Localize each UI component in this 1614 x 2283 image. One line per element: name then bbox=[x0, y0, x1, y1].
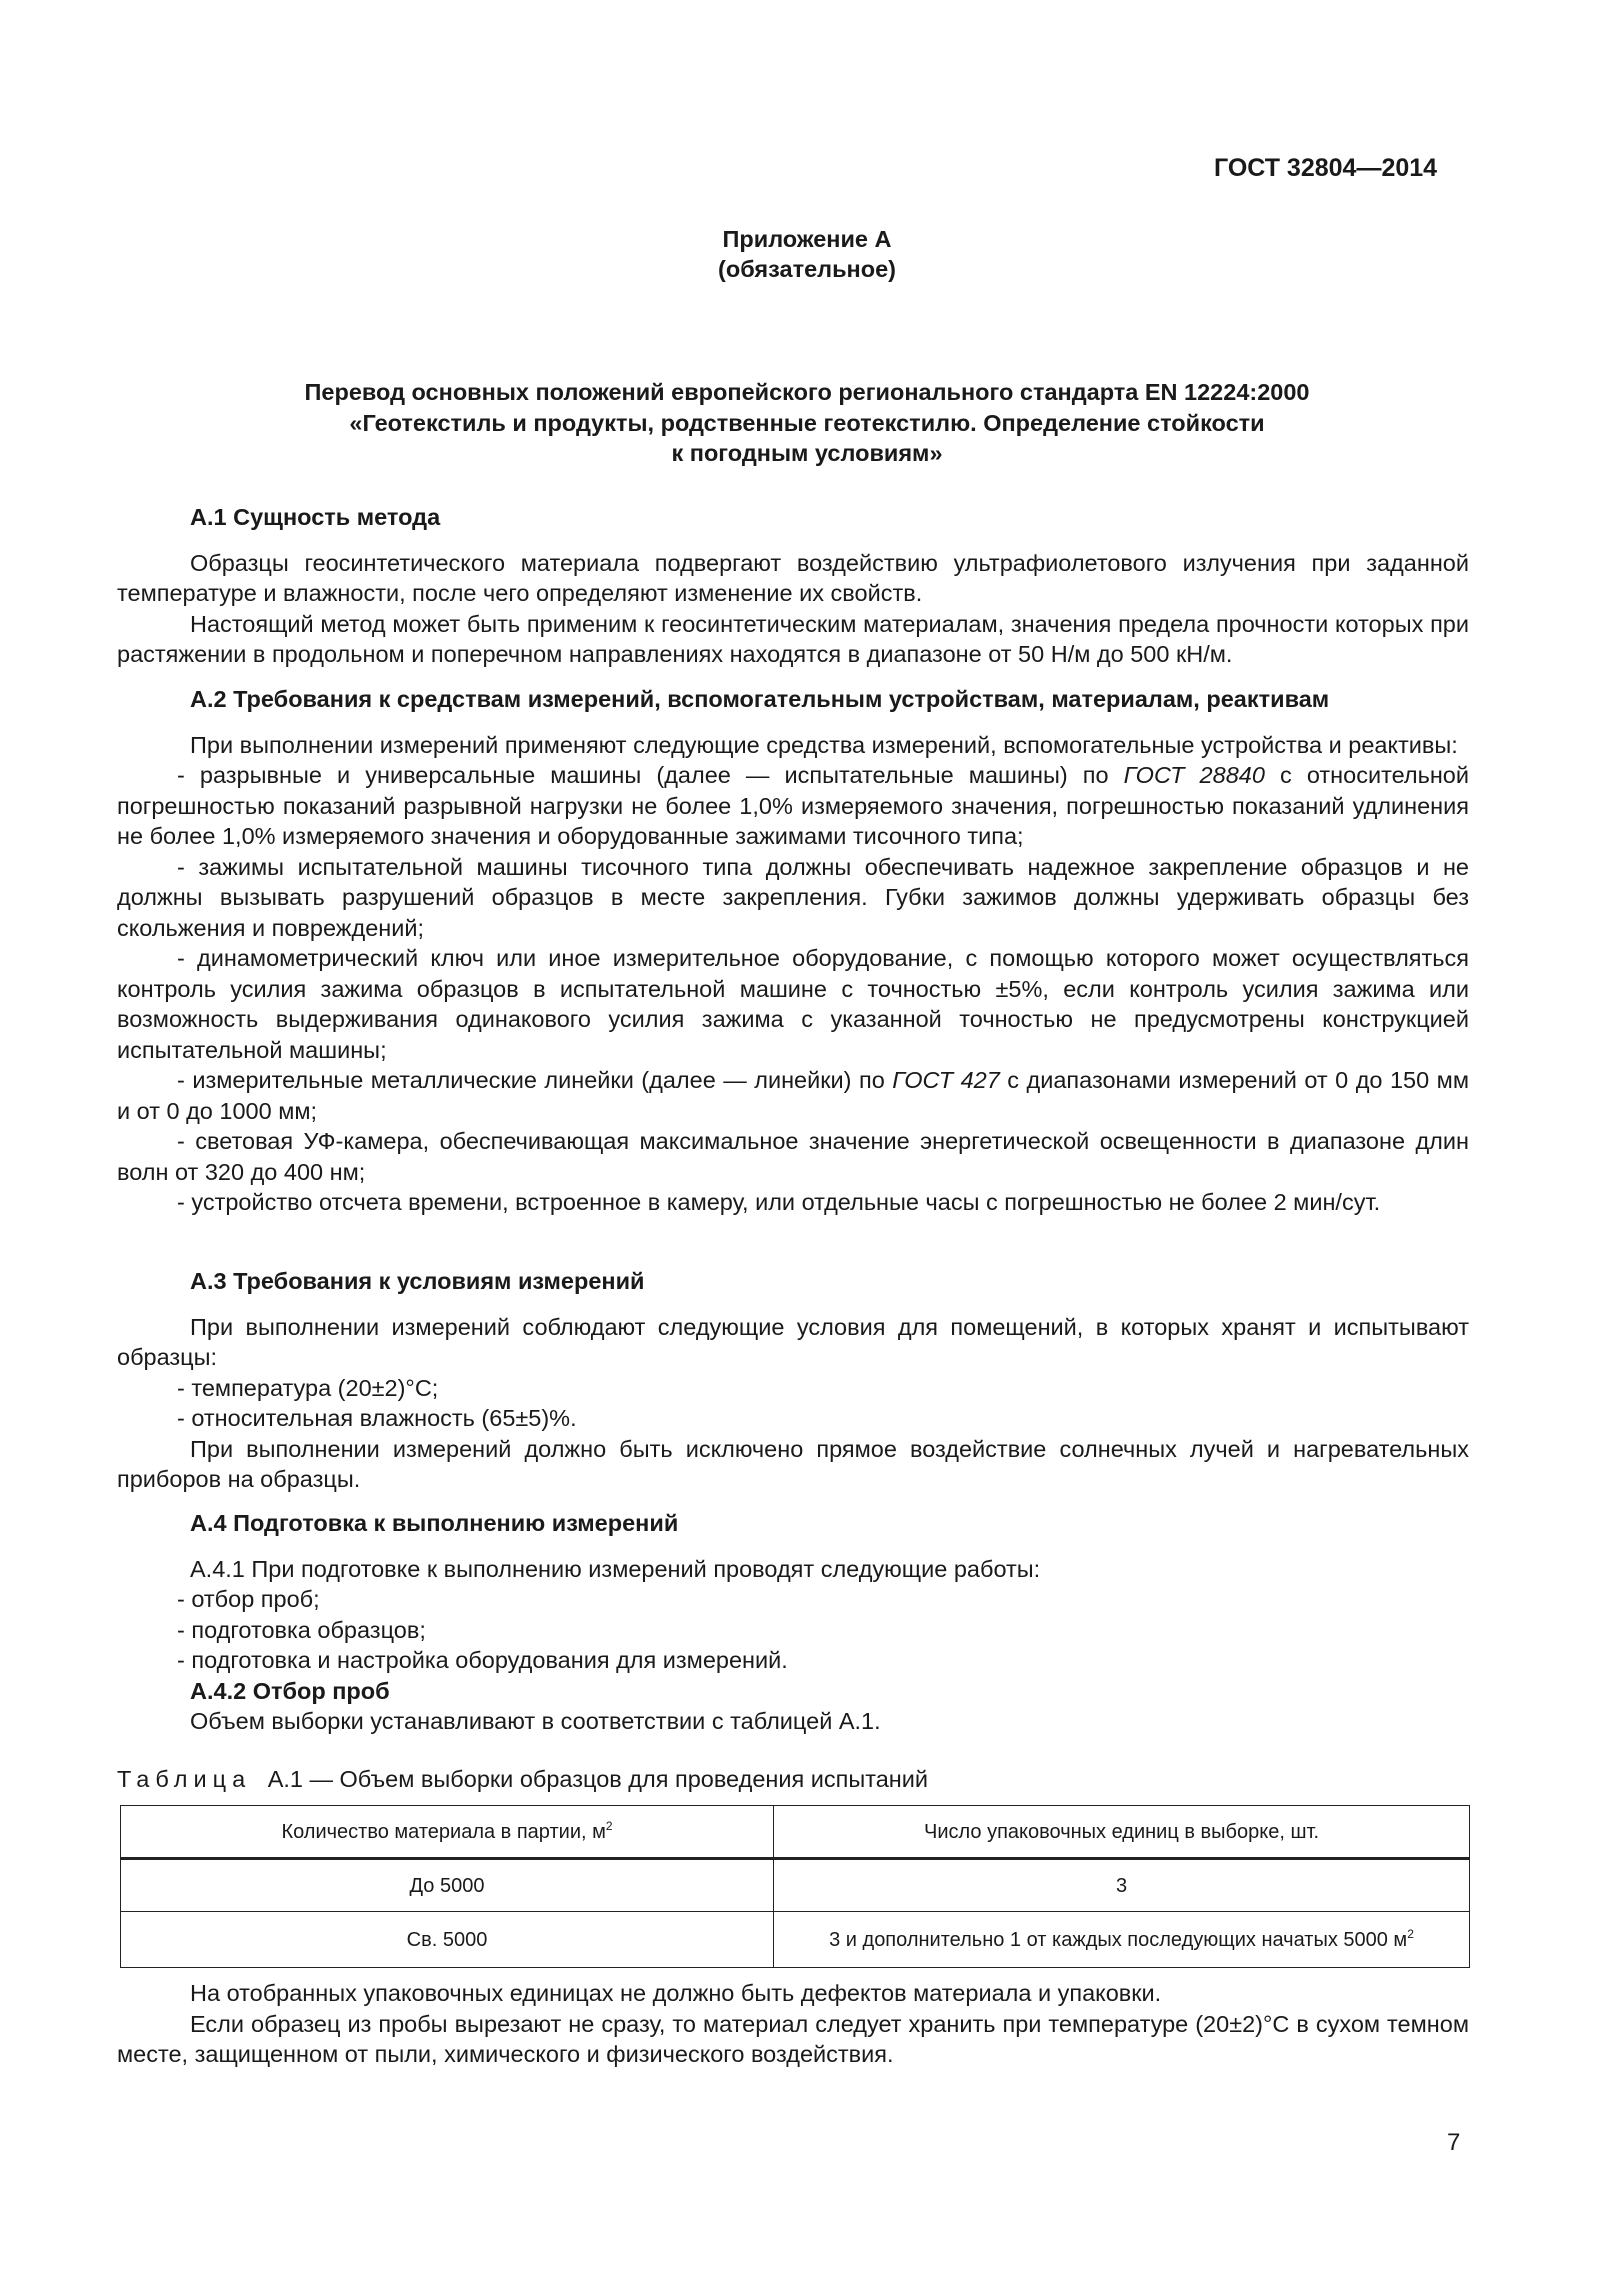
section-a2-item-1-text-b: с относительной погрешностью показаний разрывной нагрузки не более 1,0% измеряемого значения, погрешностью показаний удлинения не более 1,0% измеряемого значения и оборудованные зажимами тисочного типа; bbox=[117, 762, 1469, 849]
doc-title-line-2: «Геотекстиль и продукты, родственные геотекстилю. Определение стойкости bbox=[349, 410, 1265, 436]
after-table-paragraph-2: Если образец из пробы вырезают не сразу, то материал следует хранить при температуре (20±2)°С в сухом темном месте, защищенном от пыли, химического и физического воздействия. bbox=[117, 2010, 1469, 2067]
table-cell-text: 3 и дополнительно 1 от каждых последующих начатых 5000 м bbox=[829, 1928, 1408, 1951]
section-a4 bbox=[117, 1508, 1469, 1737]
section-a2-item-4-text-a: - измерительные металлические линейки (далее — линейки) по bbox=[177, 1067, 893, 1093]
section-a2 bbox=[117, 684, 1469, 1218]
section-a2-item-4-text-b: с диапазонами измерений от 0 до 150 мм и от 0 до 1000 мм; bbox=[117, 1067, 1469, 1124]
gost-28840-reference: ГОСТ 28840 bbox=[1123, 762, 1265, 788]
section-a4-paragraph-1: А.4.1 При подготовке к выполнению измерений проводят следующие работы: bbox=[190, 1555, 1041, 1582]
doc-title-line-3: к погодным условиям» bbox=[671, 440, 943, 466]
section-a1-paragraph-1: Образцы геосинтетического материала подвергают воздействию ультрафиолетового излучения при заданной температуре и влажности, после чего определяют изменение их свойств. bbox=[117, 549, 1469, 606]
after-table-paragraph-1: На отобранных упаковочных единицах не должно быть дефектов материала и упаковки. bbox=[190, 1980, 1162, 2006]
section-a2-intro: При выполнении измерений применяют следующие средства измерений, вспомогательные устройства и реактивы: bbox=[190, 731, 1458, 758]
table-label: Таблица bbox=[117, 1766, 252, 1792]
section-a3-paragraph-2: При выполнении измерений должно быть исключено прямое воздействие солнечных лучей и нагревательных приборов на образцы. bbox=[117, 1435, 1469, 1492]
section-a2-item-5: - световая УФ-камера, обеспечивающая максимальное значение энергетической освещенности в диапазоне длин волн от 320 до 400 нм; bbox=[117, 1128, 1469, 1185]
table-cell: 3 bbox=[774, 1859, 1470, 1912]
section-a4-paragraph-2: Объем выборки устанавливают в соответствии с таблицей А.1. bbox=[190, 1708, 881, 1734]
section-a3-heading: А.3 Требования к условиям измерений bbox=[190, 1268, 645, 1294]
section-a2-heading: А.2 Требования к средствам измерений, вспомогательным устройствам, материалам, реактивам bbox=[190, 686, 1330, 712]
table-cell: Св. 5000 bbox=[121, 1912, 774, 1968]
section-a4-item-1: - отбор проб; bbox=[177, 1586, 320, 1612]
section-a3-intro: При выполнении измерений соблюдают следующие условия для помещений, в которых хранят и испытывают образцы: bbox=[117, 1313, 1469, 1370]
standard-number: ГОСТ 32804—2014 bbox=[1214, 154, 1438, 182]
section-a4-item-2: - подготовка образцов; bbox=[177, 1616, 426, 1643]
section-a4-2-heading: А.4.2 Отбор проб bbox=[190, 1677, 390, 1704]
section-a3 bbox=[117, 1266, 1469, 1495]
section-a4-item-3: - подготовка и настройка оборудования для измерений. bbox=[177, 1647, 788, 1673]
section-a2-item-1-text-a: - разрывные и универсальные машины (далее — испытательные машины) по bbox=[177, 762, 1124, 788]
table-cell bbox=[774, 1912, 1470, 1968]
doc-title-line-1: Перевод основных положений европейского регионального стандарта EN 12224:2000 bbox=[304, 379, 1310, 405]
section-a2-item-1 bbox=[117, 760, 1469, 852]
column-1-header-superscript: 2 bbox=[605, 1818, 613, 1833]
section-a2-item-3: - динамометрический ключ или иное измерительное оборудование, с помощью которого может осуществляться контроль усилия зажима образцов в испытательной машине с точностью ±5%, если контроль усилия зажима или возможность выдерживания одинакового усилия зажима с указанной точностью не предусмотрены конструкцией испытательной машины; bbox=[117, 945, 1469, 1063]
column-1-header: Количество материала в партии, м bbox=[281, 1820, 606, 1843]
table-caption bbox=[117, 1764, 928, 1795]
section-a2-item-6: - устройство отсчета времени, встроенное в камеру, или отдельные часы с погрешностью не более 2 мин/сут. bbox=[177, 1189, 1381, 1215]
section-a1 bbox=[117, 502, 1469, 670]
section-a1-paragraph-2: Настоящий метод может быть применим к геосинтетическим материалам, значения предела прочности которых при растяжении в продольном и поперечном направлениях находятся в диапазоне от 50 Н/м до 500 кН/м. bbox=[117, 610, 1469, 667]
sample-size-table bbox=[120, 1805, 1470, 1968]
section-a4-heading: А.4 Подготовка к выполнению измерений bbox=[190, 1510, 679, 1536]
section-a1-heading: А.1 Сущность метода bbox=[190, 504, 441, 530]
table-header-cell-1 bbox=[121, 1806, 774, 1859]
table-header-cell-2: Число упаковочных единиц в выборке, шт. bbox=[774, 1806, 1470, 1859]
after-table-text bbox=[117, 1978, 1469, 2070]
appendix-status: (обязательное) bbox=[718, 256, 896, 282]
table-caption-text: А.1 — Объем выборки образцов для проведения испытаний bbox=[267, 1766, 929, 1792]
section-a2-item-2: - зажимы испытательной машины тисочного типа должны обеспечивать надежное закрепление образцов и не должны вызывать разрушений образцов в месте закрепления. Губки зажимов должны удерживать образцы без скольжения и повреждений; bbox=[117, 853, 1469, 941]
table-row bbox=[121, 1912, 1470, 1968]
appendix-title: Приложение А bbox=[722, 226, 892, 252]
table-header-row bbox=[121, 1806, 1470, 1859]
page-number: 7 bbox=[1447, 2129, 1461, 2156]
section-a3-item-1: - температура (20±2)°С; bbox=[177, 1374, 439, 1401]
table-cell-superscript: 2 bbox=[1407, 1926, 1414, 1941]
table-cell: До 5000 bbox=[121, 1859, 774, 1912]
section-a2-item-4 bbox=[117, 1065, 1469, 1126]
table-row bbox=[121, 1859, 1470, 1912]
gost-427-reference: ГОСТ 427 bbox=[892, 1067, 1000, 1093]
section-a3-item-2: - относительная влажность (65±5)%. bbox=[177, 1405, 577, 1431]
